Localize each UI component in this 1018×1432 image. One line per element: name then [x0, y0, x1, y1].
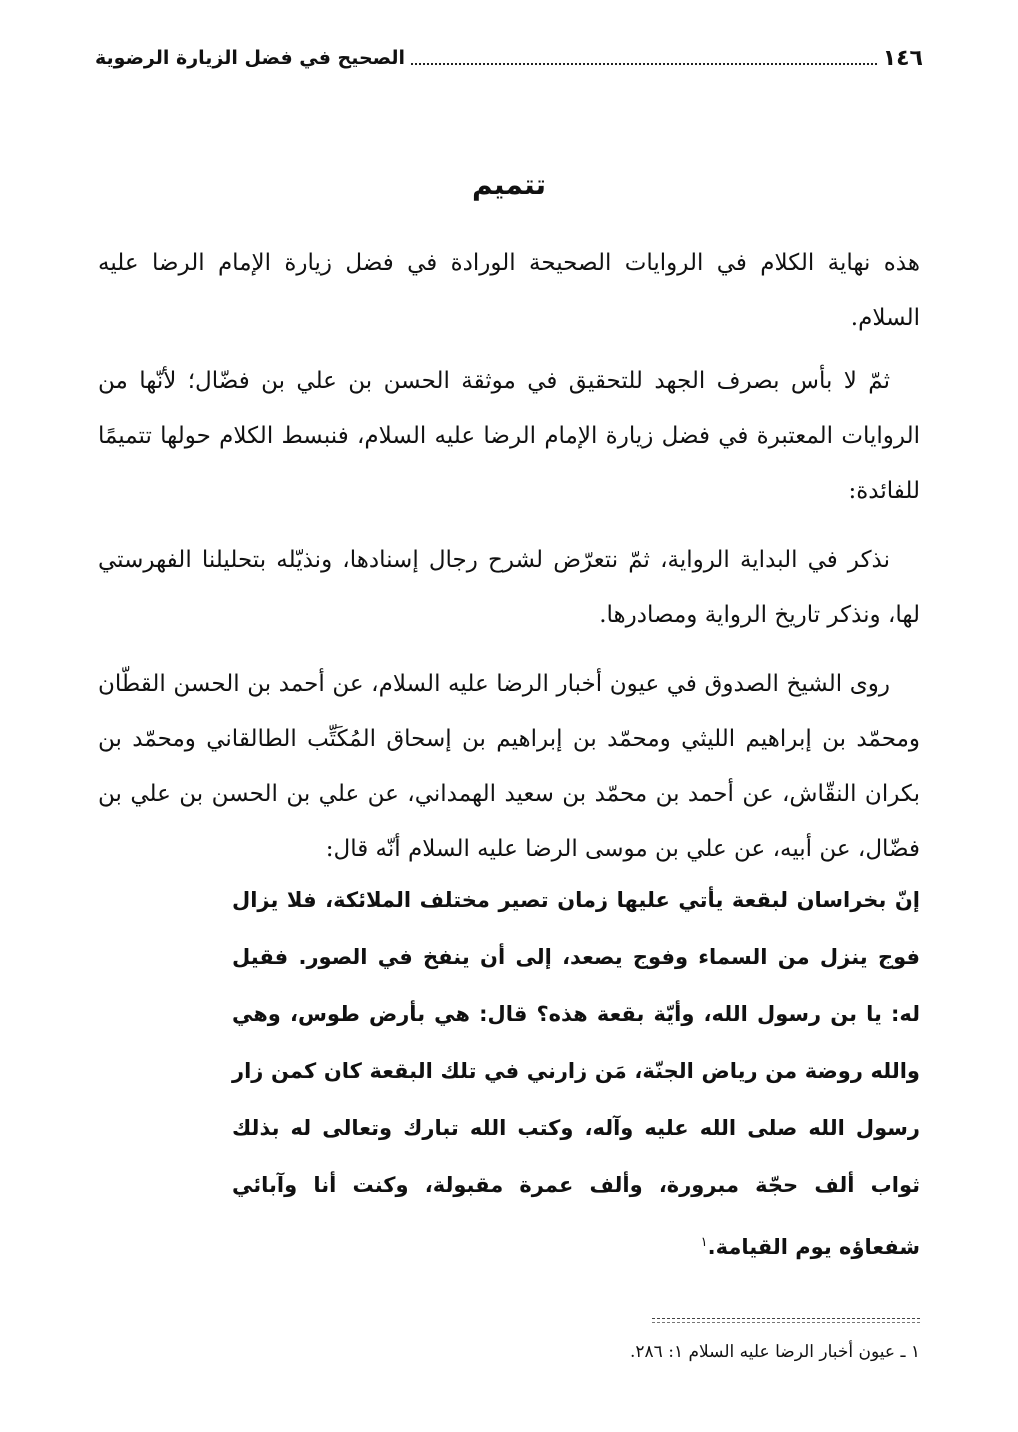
- footnote-reference[interactable]: ١: [700, 1235, 708, 1250]
- footnote-divider-second: [652, 1322, 920, 1323]
- running-header: [95, 38, 923, 78]
- paragraph-4: روى الشيخ الصدوق في عيون أخبار الرضا عليه السلام، عن أحمد بن الحسن القطّان ومحمّد بن إبراهيم الليثي ومحمّد بن إبراهيم بن إسحاق المُكَتِّب الطالقاني ومحمّد بن بكران النقّاش، عن أحمد بن محمّد بن سعيد الهمداني، عن علي بن الحسن بن علي بن فضّال، عن أبيه، عن علي بن موسى الرضا عليه السلام أنّه قال:: [98, 671, 920, 862]
- page-number: ١٤٦: [882, 45, 923, 71]
- book-title: الصحيح في فضل الزيارة الرضوية: [95, 47, 406, 69]
- header-dot-leader: [411, 51, 877, 65]
- footnote-divider: [652, 1318, 920, 1319]
- paragraph-1: هذه نهاية الكلام في الروايات الصحيحة الورادة في فضل زيارة الإمام الرضا عليه السلام.: [98, 250, 920, 331]
- footnote: ١ ـ عيون أخبار الرضا عليه السلام ١: ٢٨٦.: [630, 1342, 920, 1362]
- paragraph-2: ثمّ لا بأس بصرف الجهد للتحقيق في موثقة الحسن بن علي بن فضّال؛ لأنّها من الروايات المعتبرة في فضل زيارة الإمام الرضا عليه السلام، فنبسط الكلام حولها تتميمًا للفائدة:: [98, 368, 920, 504]
- hadith-quote-text: إنّ بخراسان لبقعة يأتي عليها زمان تصير مختلف الملائكة، فلا يزال فوج ينزل من السماء وفوج يصعد، إلى أن ينفخ في الصور. فقيل له: يا بن رسول الله، وأيّة بقعة هذه؟ قال: هي بأرض طوس، وهي والله روضة من رياض الجنّة، مَن زارني في تلك البقعة كان كمن زار رسول الله صلى الله عليه وآله، وكتب الله تبارك وتعالى له بذلك ثواب ألف حجّة مبرورة، وألف عمرة مقبولة، وكنت أنا وآبائي شفعاؤه يوم القيامة.: [232, 888, 920, 1259]
- section-heading: تتميم: [471, 168, 547, 201]
- body-text: [98, 236, 920, 891]
- paragraph-3: نذكر في البداية الرواية، ثمّ نتعرّض لشرح رجال إسنادها، ونذيّله بتحليلنا الفهرستي لها، ونذكر تاريخ الرواية ومصادرها.: [98, 547, 920, 628]
- hadith-quote: [232, 872, 920, 1276]
